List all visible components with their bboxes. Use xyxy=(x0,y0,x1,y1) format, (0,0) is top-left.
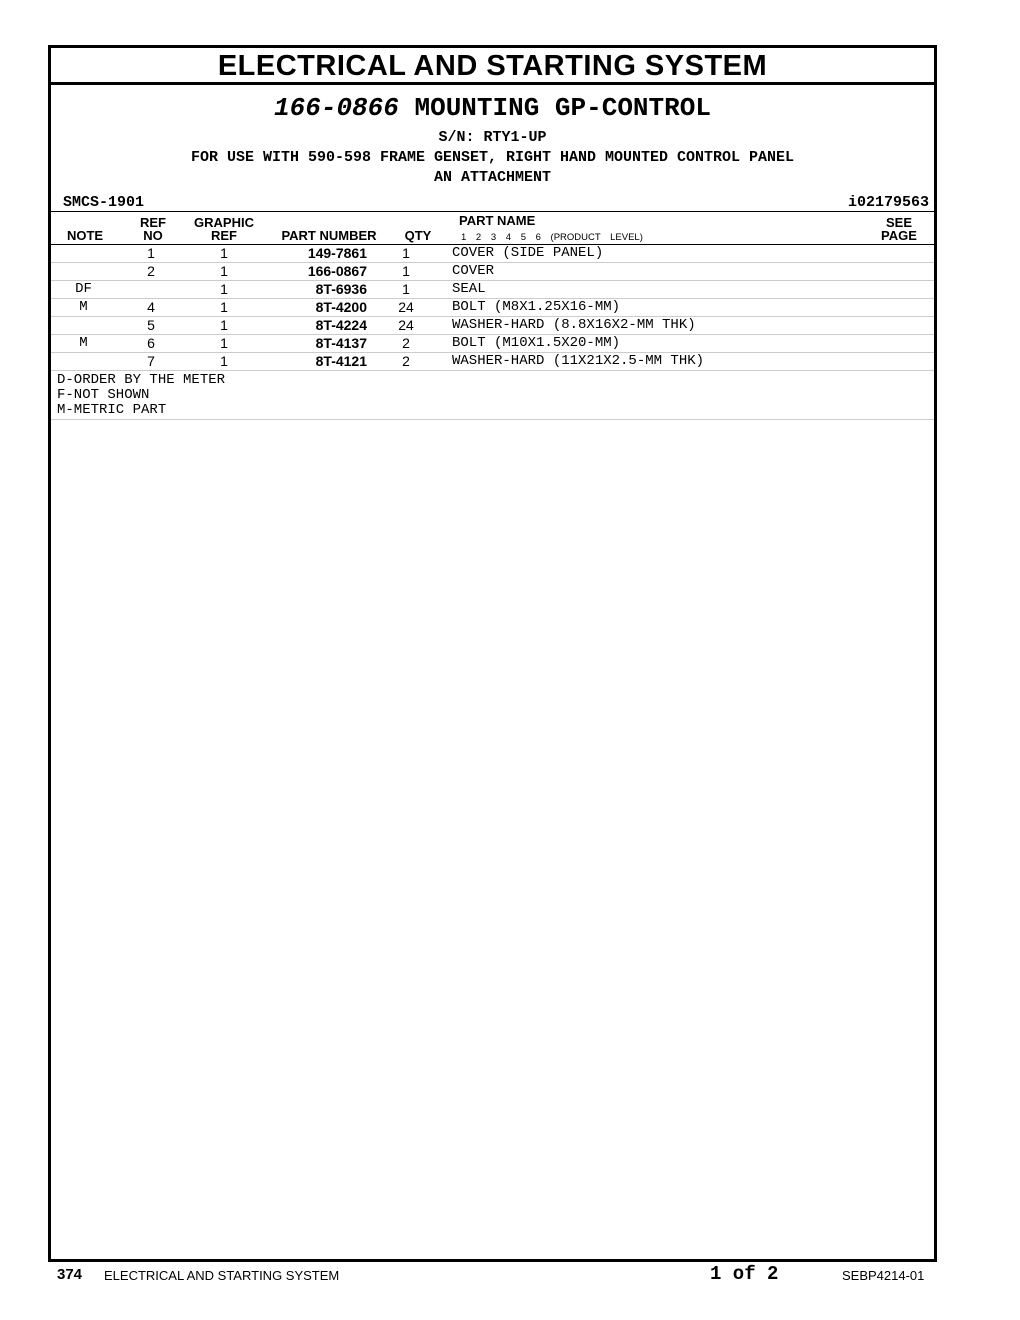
row-graphic-ref: 1 xyxy=(186,353,262,371)
footer-section: ELECTRICAL AND STARTING SYSTEM xyxy=(104,1268,340,1283)
row-qty: 24 xyxy=(371,299,441,317)
row-note: M xyxy=(51,299,116,317)
row-graphic-ref: 1 xyxy=(186,299,262,317)
row-see-page xyxy=(874,353,934,371)
col-ref-no-bottom: NO xyxy=(143,228,163,243)
table-row xyxy=(51,281,934,299)
col-note: NOTE xyxy=(66,228,104,243)
table-row xyxy=(51,245,934,263)
row-see-page xyxy=(874,281,934,299)
row-part-name: BOLT (M10X1.5X20-MM) xyxy=(441,335,874,353)
row-see-page xyxy=(874,245,934,263)
group-header xyxy=(51,85,934,212)
row-note xyxy=(51,245,116,263)
note-line: F-NOT SHOWN xyxy=(57,387,150,403)
row-part-name: WASHER-HARD (11X21X2.5-MM THK) xyxy=(441,353,874,371)
row-note xyxy=(51,317,116,335)
notes-legend xyxy=(51,371,934,420)
row-ref-no: 1 xyxy=(116,245,186,263)
row-part-number: 8T-4224 xyxy=(262,317,371,335)
col-see-page-top: SEE xyxy=(885,215,912,230)
parts-page-frame xyxy=(48,45,937,1262)
row-part-name: COVER (SIDE PANEL) xyxy=(441,245,874,263)
row-qty: 2 xyxy=(371,335,441,353)
row-part-number: 8T-4121 xyxy=(262,353,371,371)
footer-page-count: 1 of 2 xyxy=(710,1263,779,1285)
group-title xyxy=(51,93,934,123)
row-part-name: SEAL xyxy=(441,281,874,299)
row-qty: 1 xyxy=(371,263,441,281)
row-ref-no: 6 xyxy=(116,335,186,353)
smcs-code: SMCS-1901 xyxy=(63,194,145,211)
col-graphic-ref-bottom: REF xyxy=(211,228,237,243)
attachment-note: AN ATTACHMENT xyxy=(433,169,552,186)
row-graphic-ref: 1 xyxy=(186,335,262,353)
row-ref-no: 7 xyxy=(116,353,186,371)
row-part-number: 8T-4137 xyxy=(262,335,371,353)
table-row xyxy=(51,317,934,335)
row-graphic-ref: 1 xyxy=(186,263,262,281)
row-qty: 1 xyxy=(371,245,441,263)
row-ref-no: 4 xyxy=(116,299,186,317)
row-graphic-ref: 1 xyxy=(186,281,262,299)
row-ref-no: 5 xyxy=(116,317,186,335)
group-name: MOUNTING GP-CONTROL xyxy=(414,93,711,123)
footer-page-number: 374 xyxy=(57,1266,83,1283)
usage-note: FOR USE WITH 590-598 FRAME GENSET, RIGHT HAND MOUNTED CONTROL PANEL xyxy=(190,149,795,166)
table-row xyxy=(51,353,934,371)
parts-table xyxy=(51,245,934,371)
row-part-number: 8T-6936 xyxy=(262,281,371,299)
table-row xyxy=(51,263,934,281)
row-graphic-ref: 1 xyxy=(186,317,262,335)
row-note: DF xyxy=(51,281,116,299)
row-see-page xyxy=(874,299,934,317)
row-part-name: WASHER-HARD (8.8X16X2-MM THK) xyxy=(441,317,874,335)
section-title: ELECTRICAL AND STARTING SYSTEM xyxy=(51,48,934,85)
row-see-page xyxy=(874,317,934,335)
row-ref-no: 2 xyxy=(116,263,186,281)
group-number: 166-0866 xyxy=(274,93,399,123)
row-see-page xyxy=(874,335,934,353)
col-part-name: PART NAME xyxy=(459,213,536,228)
column-headers xyxy=(51,212,934,245)
col-see-page-bottom: PAGE xyxy=(881,228,917,243)
table-row xyxy=(51,299,934,317)
col-qty: QTY xyxy=(404,228,432,243)
row-part-number: 149-7861 xyxy=(262,245,371,263)
row-ref-no xyxy=(116,281,186,299)
col-graphic-ref-top: GRAPHIC xyxy=(194,215,254,230)
serial-number-range: S/N: RTY1-UP xyxy=(438,129,547,146)
row-part-number: 166-0867 xyxy=(262,263,371,281)
row-part-name: COVER xyxy=(441,263,874,281)
row-graphic-ref: 1 xyxy=(186,245,262,263)
row-part-number: 8T-4200 xyxy=(262,299,371,317)
row-note xyxy=(51,353,116,371)
table-row xyxy=(51,335,934,353)
row-qty: 24 xyxy=(371,317,441,335)
row-note: M xyxy=(51,335,116,353)
parts-table-body xyxy=(51,245,934,371)
col-part-number: PART NUMBER xyxy=(281,228,377,243)
row-see-page xyxy=(874,263,934,281)
row-note xyxy=(51,263,116,281)
row-part-name: BOLT (M8X1.25X16-MM) xyxy=(441,299,874,317)
illustration-id: i02179563 xyxy=(847,194,929,211)
col-product-levels: 1 2 3 4 5 6 (PRODUCT LEVEL) xyxy=(461,232,643,243)
col-ref-no-top: REF xyxy=(140,215,166,230)
footer-document-id: SEBP4214-01 xyxy=(842,1268,925,1283)
note-line: M-METRIC PART xyxy=(57,402,167,418)
row-qty: 2 xyxy=(371,353,441,371)
note-line: D-ORDER BY THE METER xyxy=(57,372,226,388)
row-qty: 1 xyxy=(371,281,441,299)
